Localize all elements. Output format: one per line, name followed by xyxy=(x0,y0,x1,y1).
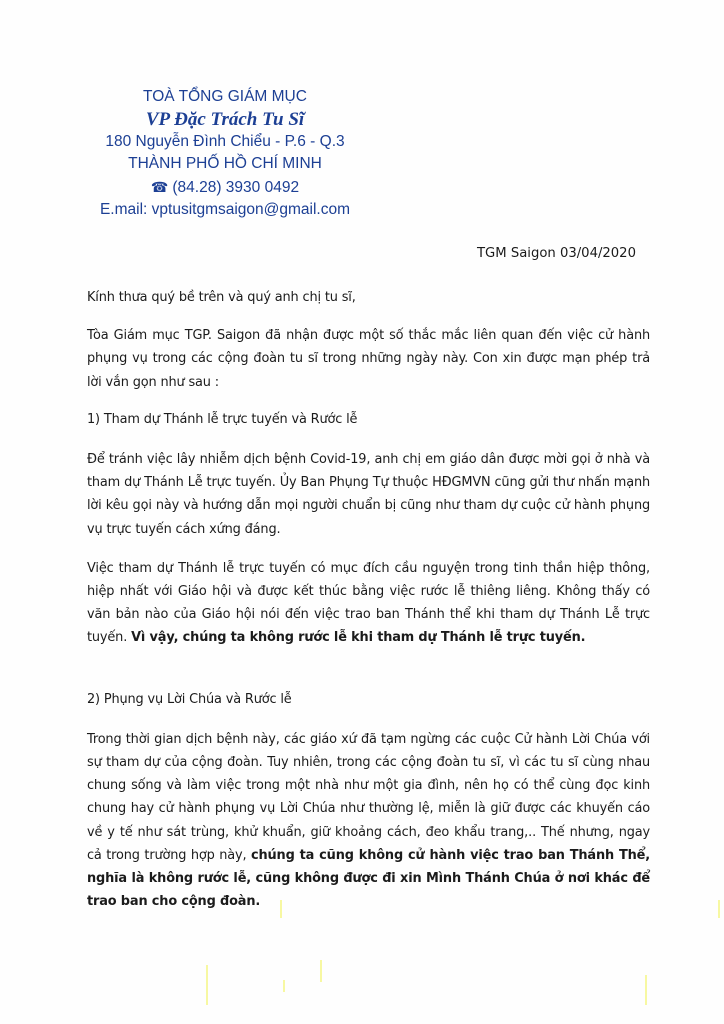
intro-paragraph: Tòa Giám mục TGP. Saigon đã nhận được một số thắc mắc liên quan đến việc cử hành phụng vụ trong các cộng đoàn tu sĩ trong những ngày này. Con xin được mạn phép trả lời vắn gọn như sau : xyxy=(87,328,650,390)
letterhead-phone: (84.28) 3930 0492 xyxy=(172,178,300,196)
letterhead-organization: TOÀ TỔNG GIÁM MỤC xyxy=(143,88,307,105)
letterhead xyxy=(90,86,360,222)
section-1-conclusion: Vì vậy, chúng ta không rước lễ khi tham dự Thánh lễ trực tuyến. xyxy=(131,630,586,646)
letterhead-phone-line xyxy=(90,176,360,200)
letter-body xyxy=(87,286,650,913)
section-2-conclusion: chúng ta cũng không cử hành việc trao ban Thánh Thể, nghĩa là không rước lễ, cũng không được đi xin Mình Thánh Chúa ở nơi khác để trao ban cho cộng đoàn. xyxy=(87,847,650,910)
section-1-paragraph-1: Để tránh việc lây nhiễm dịch bệnh Covid-19, anh chị em giáo dân được mời gọi ở nhà và tham dự Thánh Lễ trực tuyến. Ủy Ban Phụng Tự thuộc HĐGMVN cũng gửi thư nhấn mạnh lời kêu gọi này và hướng dẫn mọi người chuẩn bị cũng như tham dự cuộc cử hành phụng vụ trực tuyến cách xứng đáng. xyxy=(87,452,650,537)
salutation: Kính thưa quý bề trên và quý anh chị tu sĩ, xyxy=(87,290,356,305)
section-2-paragraph xyxy=(87,728,650,914)
scan-artifact xyxy=(280,900,282,918)
letterhead-office: VP Đặc Trách Tu Sĩ xyxy=(145,108,305,130)
letterhead-city: THÀNH PHỐ HỒ CHÍ MINH xyxy=(128,155,322,172)
letterhead-address: 180 Nguyễn Đình Chiểu - P.6 - Q.3 xyxy=(105,132,345,150)
scan-artifact xyxy=(718,900,720,918)
letterhead-email: E.mail: vptusitgmsaigon@gmail.com xyxy=(99,201,351,218)
section-2-paragraph-text: Trong thời gian dịch bệnh này, các giáo xứ đã tạm ngừng các cuộc Cử hành Lời Chúa với sự tham dự của cộng đoàn. Tuy nhiên, trong các cộng đoàn tu sĩ, vì các tu sĩ cùng nhau chung sống và làm việc trong một nhà như một gia đình, nên họ có thể cùng đọc kinh chung hay cử hành phụng vụ Lời Chúa như thường lệ, miễn là giữ được các khuyến cáo về y tế như sát trùng, khử khuẩn, giữ khoảng cách, đeo khẩu trang,.. Thế nhưng, ngay cả trong trường hợp này, xyxy=(87,731,650,863)
section-2-heading: 2) Phụng vụ Lời Chúa và Rước lễ xyxy=(87,691,292,707)
scan-artifact xyxy=(283,980,285,992)
section-1-paragraph-2-text: Việc tham dự Thánh lễ trực tuyến có mục đích cầu nguyện trong tinh thần hiệp thông, hiệp nhất với Giáo hội và được kết thúc bằng việc rước lễ thiêng liêng. Không thấy có văn bản nào của Giáo hội nói đến việc trao ban Thánh thể khi tham dự Thánh Lễ trực tuyến. xyxy=(87,560,650,646)
section-1-heading: 1) Tham dự Thánh lễ trực tuyến và Rước lễ xyxy=(87,411,358,427)
scan-artifact xyxy=(645,975,647,1005)
telephone-icon: ☎ xyxy=(150,178,169,195)
dateline: TGM Saigon 03/04/2020 xyxy=(477,246,636,261)
scan-artifact xyxy=(206,965,208,1005)
scan-artifact xyxy=(320,960,322,982)
section-1-paragraph-2 xyxy=(87,557,650,650)
